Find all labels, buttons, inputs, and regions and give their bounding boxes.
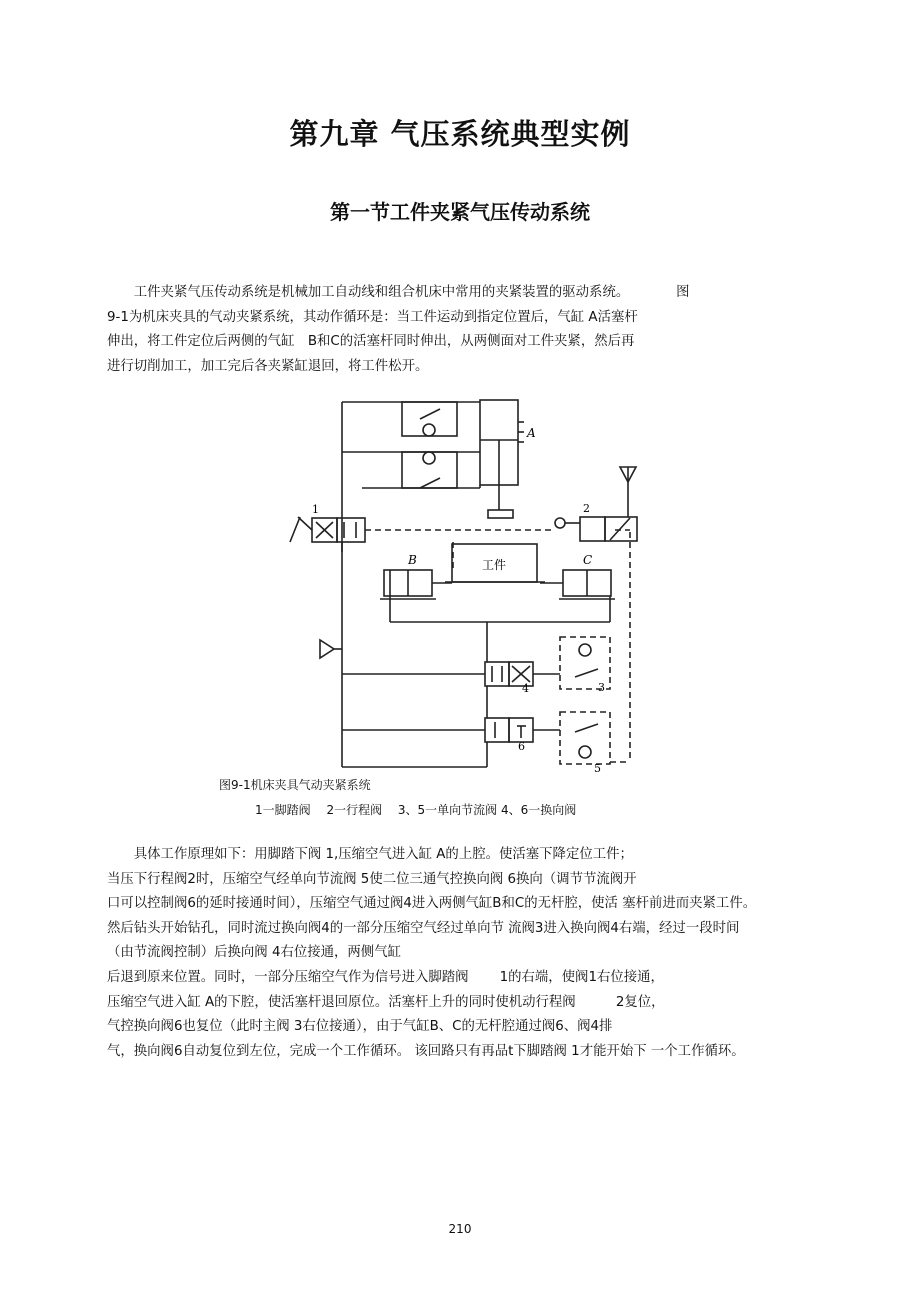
pneumatic-circuit-diagram	[280, 392, 650, 780]
label-1: 1	[312, 503, 319, 516]
intro-line: 工件夹紧气压传动系统是机械加工自动线和组合机床中常用的夹紧装置的驱动系统。 图	[107, 285, 690, 300]
label-2: 2	[583, 502, 590, 515]
figure-caption: 图9-1机床夹具气动夹紧系统	[219, 778, 371, 792]
valve-2	[580, 517, 605, 541]
intro-paragraph	[107, 281, 827, 379]
valve-6	[485, 718, 509, 742]
chapter-title: 第九章 气压系统典型实例	[289, 117, 631, 151]
body-line: 口可以控制阀6的延时接通时间），压缩空气通过阀4进入两侧气缸B和C的无杆腔，使活 塞杆前进而夹紧工件。	[107, 896, 757, 912]
label-4: 4	[522, 682, 529, 695]
label-3: 3	[598, 681, 605, 694]
label-b: B	[408, 553, 417, 567]
body-line: 气控换向阀6也复位（此时主阀 3右位接通），由于气缸B、C的无杆腔通过阀6、阀4排	[107, 1019, 613, 1035]
body-line: 当压下行程阀2时，压缩空气经单向节流阀 5使二位三通气控换向阀 6换向（调节节流阀开	[107, 871, 637, 887]
label-a: A	[527, 426, 536, 440]
section-title: 第一节工件夹紧气压传动系统	[330, 200, 590, 224]
intro-line: 进行切削加工，加工完后各夹紧缸退回，将工件松开。	[107, 358, 429, 374]
label-5: 5	[594, 762, 601, 775]
intro-line: 9-1为机床夹具的气动夹紧系统，其动作循环是：当工件运动到指定位置后，气缸 A活塞杆	[107, 309, 638, 325]
body-line: （由节流阀控制）后换向阀 4右位接通，两侧气缸	[107, 945, 401, 961]
label-c: C	[583, 553, 593, 567]
body-line: 气，换向阀6自动复位到左位，完成一个工作循环。 该回路只有再品t下脚踏阀 1才能开始下 一个工作循环。	[107, 1043, 745, 1059]
label-workpiece: 工件	[482, 558, 507, 572]
figure-legend: 1一脚踏阀 2一行程阀 3、5一单向节流阀 4、6一换向阀	[255, 803, 577, 817]
body-line: 具体工作原理如下：用脚踏下阀 1,压缩空气进入缸 A的上腔。使活塞下降定位工件；	[107, 847, 633, 862]
intro-line: 伸出，将工件定位后两侧的气缸 B和C的活塞杆同时伸出，从两侧面对工件夹紧，然后再	[107, 334, 635, 350]
body-paragraph	[107, 843, 827, 1064]
valve-4	[485, 662, 509, 686]
body-line: 压缩空气进入缸 A的下腔，使活塞杆退回原位。活塞杆上升的同时使机动行程阀 2复位，	[107, 994, 665, 1010]
label-6: 6	[518, 740, 525, 753]
body-line: 后退到原来位置。同时，一部分压缩空气作为信号进入脚踏阀 1的右端，使阀1右位接通，	[107, 969, 664, 985]
body-line: 然后钻头开始钻孔，同时流过换向阀4的一部分压缩空气经过单向节 流阀3进入换向阀4右端，经过一段时间	[107, 920, 740, 936]
page-number: 210	[448, 1222, 472, 1236]
